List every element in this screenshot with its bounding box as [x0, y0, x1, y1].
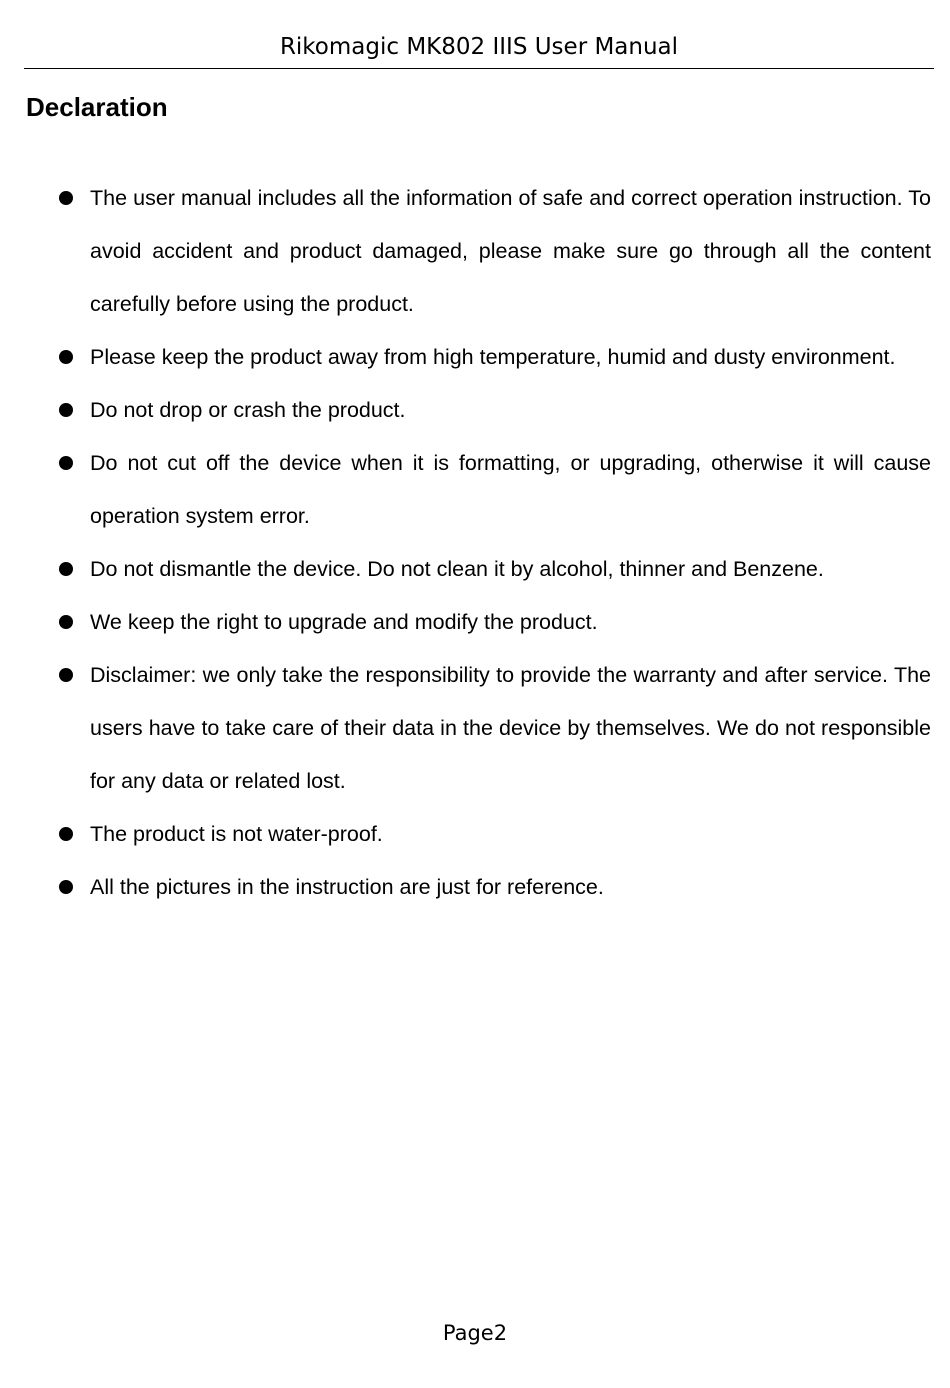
- list-item: [55, 331, 931, 384]
- bullet-icon: [59, 668, 73, 682]
- bullet-icon: [59, 456, 73, 470]
- bullet-icon: [59, 350, 73, 364]
- bullet-icon: [59, 615, 73, 629]
- section-title: Declaration: [26, 92, 168, 122]
- list-item-text: The user manual includes all the information of safe and correct operation instruction. To avoid accident and product damaged, please make sure go through all the content carefully before using the product.: [90, 186, 931, 316]
- declaration-list: [55, 172, 931, 914]
- list-item: [55, 649, 931, 808]
- bullet-icon: [59, 403, 73, 417]
- list-item-text: The product is not water-proof.: [90, 822, 383, 846]
- bullet-icon: [59, 562, 73, 576]
- list-item-text: Do not drop or crash the product.: [90, 398, 406, 422]
- list-item-text: Do not dismantle the device. Do not clean it by alcohol, thinner and Benzene.: [90, 557, 824, 581]
- list-item-text: Do not cut off the device when it is formatting, or upgrading, otherwise it will cause operation system error.: [90, 451, 931, 528]
- list-item-text: Disclaimer: we only take the responsibility to provide the warranty and after service. The users have to take care of their data in the device by themselves. We do not responsible for any data or related lost.: [90, 663, 931, 793]
- list-item-text: We keep the right to upgrade and modify the product.: [90, 610, 598, 634]
- list-item-text: All the pictures in the instruction are just for reference.: [90, 875, 604, 899]
- bullet-icon: [59, 191, 73, 205]
- list-item-text: Please keep the product away from high temperature, humid and dusty environment.: [90, 345, 896, 369]
- list-item: [55, 808, 931, 861]
- list-item: [55, 437, 931, 543]
- bullet-icon: [59, 880, 73, 894]
- page-number: Page2: [442, 1321, 508, 1345]
- list-item: [55, 384, 931, 437]
- page-header: Rikomagic MK802 IIIS User Manual: [24, 30, 934, 69]
- list-item: [55, 596, 931, 649]
- bullet-icon: [59, 827, 73, 841]
- list-item: [55, 172, 931, 331]
- list-item: [55, 861, 931, 914]
- list-item: [55, 543, 931, 596]
